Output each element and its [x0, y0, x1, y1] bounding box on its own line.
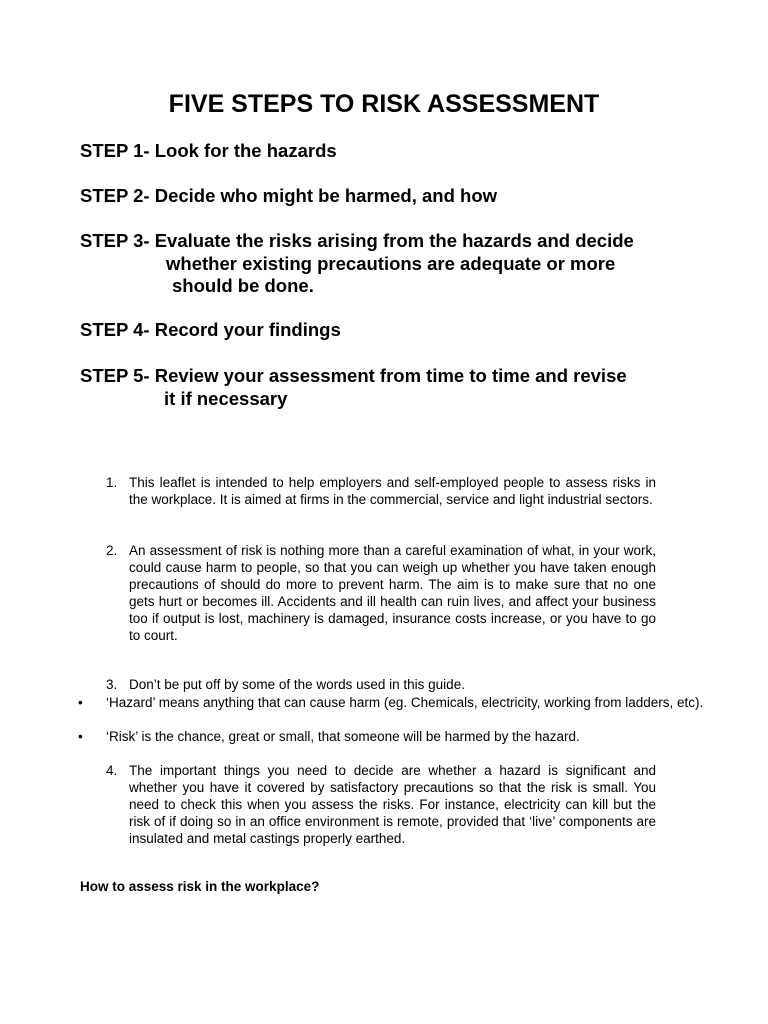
note-number: 1. — [106, 475, 118, 490]
note-text: An assessment of risk is nothing more than a careful examination of what, in your work, could cause harm to people, so that you can weigh up whether you have taken enough precautions of should do more to prevent harm. The aim is to make sure that no one gets hurt or becomes ill. Accidents and ill health can ruin lives, and affect your business too if output is lost, machinery is damaged, insurance costs increase, or you have to go to court. — [129, 543, 656, 643]
note-number: 3. — [106, 677, 118, 692]
note-number: 2. — [106, 543, 118, 558]
step-label: STEP 1- — [80, 140, 150, 161]
step-label: STEP 2- — [80, 185, 150, 206]
bullet-icon: • — [78, 729, 83, 744]
note-number: 4. — [106, 763, 118, 778]
step-4 — [80, 319, 740, 342]
bullet-icon: • — [78, 695, 83, 710]
step-text: Decide who might be harmed, and how — [154, 185, 498, 206]
note-text: This leaflet is intended to help employers and self-employed people to assess risks in the workplace. It is aimed at firms in the commercial, service and light industrial sectors. — [129, 475, 656, 507]
note-text: Don’t be put off by some of the words used in this guide. — [129, 677, 465, 692]
step-continuation: should be done. — [172, 275, 314, 296]
step-text: Evaluate the risks arising from the hazards and decide — [154, 230, 634, 251]
step-5 — [80, 365, 740, 410]
page-title: FIVE STEPS TO RISK ASSESSMENT — [168, 90, 600, 118]
step-text: Look for the hazards — [154, 140, 337, 161]
bullet-text: ‘Hazard’ means anything that can cause harm (eg. Chemicals, electricity, working from ladders, etc). — [106, 695, 704, 710]
step-continuation: whether existing precautions are adequate or more — [166, 252, 616, 274]
bullet-text: ‘Risk’ is the chance, great or small, that someone will be harmed by the hazard. — [106, 729, 580, 744]
step-label: STEP 4- — [80, 319, 150, 340]
step-3 — [80, 230, 740, 298]
step-label: STEP 3- — [80, 230, 150, 251]
section-question: How to assess risk in the workplace? — [80, 879, 320, 894]
note-text: The important things you need to decide are whether a hazard is significant and whether you have it covered by satisfactory precautions so that the risk is small. You need to check this when you assess the risks. For instance, electricity can kill but the risk of if doing so in an office environment is remote, provided that ‘live’ components are insulated and metal castings properly earthed. — [129, 763, 656, 846]
step-text: Record your findings — [154, 319, 341, 340]
step-continuation: it if necessary — [164, 387, 288, 409]
step-2 — [80, 185, 740, 208]
step-text: Review your assessment from time to time and revise — [154, 365, 627, 386]
step-1 — [80, 140, 740, 163]
step-label: STEP 5- — [80, 365, 150, 386]
